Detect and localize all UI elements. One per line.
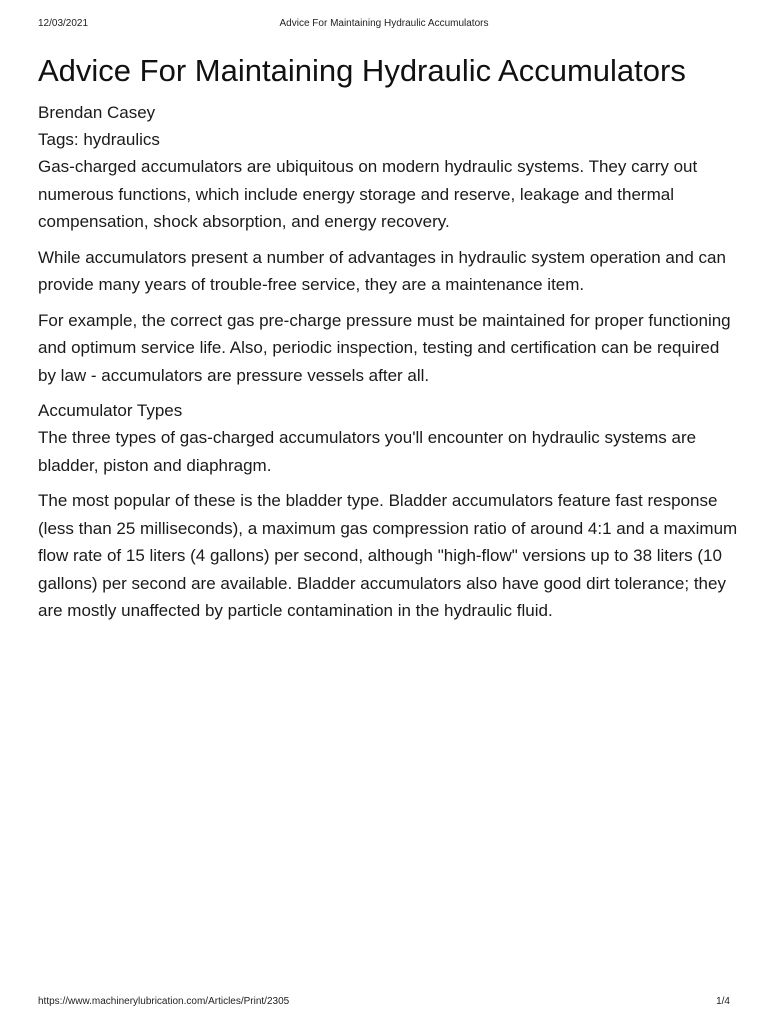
- print-header-title: Advice For Maintaining Hydraulic Accumulators: [279, 18, 489, 29]
- section-paragraph: The three types of gas-charged accumulators you'll encounter on hydraulic systems are bladder, piston and diaphragm.: [38, 428, 697, 475]
- article-paragraph: For example, the correct gas pre-charge pressure must be maintained for proper functioning and optimum service life. Also, periodic inspection, testing and certification can be required by law - accumulators are pressure vessels after all.: [38, 310, 731, 385]
- print-footer: [38, 996, 730, 1010]
- article-author: Brendan Casey: [38, 103, 156, 122]
- article-paragraph: Gas-charged accumulators are ubiquitous on modern hydraulic systems. They carry out numerous functions, which include energy storage and reserve, leakage and thermal compensation, shock absorption, and energy recovery.: [38, 157, 698, 231]
- print-header: [38, 18, 730, 32]
- article-tags: Tags: hydraulics: [38, 130, 160, 149]
- article-paragraph: While accumulators present a number of advantages in hydraulic system operation and can provide many years of trouble-free service, they are a maintenance item.: [38, 247, 726, 294]
- section-heading: Accumulator Types: [38, 401, 183, 420]
- print-url: https://www.machinerylubrication.com/Articles/Print/2305: [38, 996, 290, 1007]
- section-paragraph: The most popular of these is the bladder type. Bladder accumulators feature fast response (less than 25 milliseconds), a maximum gas compression ratio of around 4:1 and a maximum flow rate of 15 liters (4 gallons) per second, although "high-flow" versions up to 38 liters (10 gallons) per second are available. Bladder accumulators also have good dirt tolerance; they are mostly unaffected by particle contamination in the hydraulic fluid.: [38, 491, 738, 620]
- article: [38, 54, 738, 633]
- page-number: 1/4: [716, 996, 730, 1007]
- print-date: 12/03/2021: [38, 18, 89, 29]
- article-title: Advice For Maintaining Hydraulic Accumulators: [38, 53, 686, 88]
